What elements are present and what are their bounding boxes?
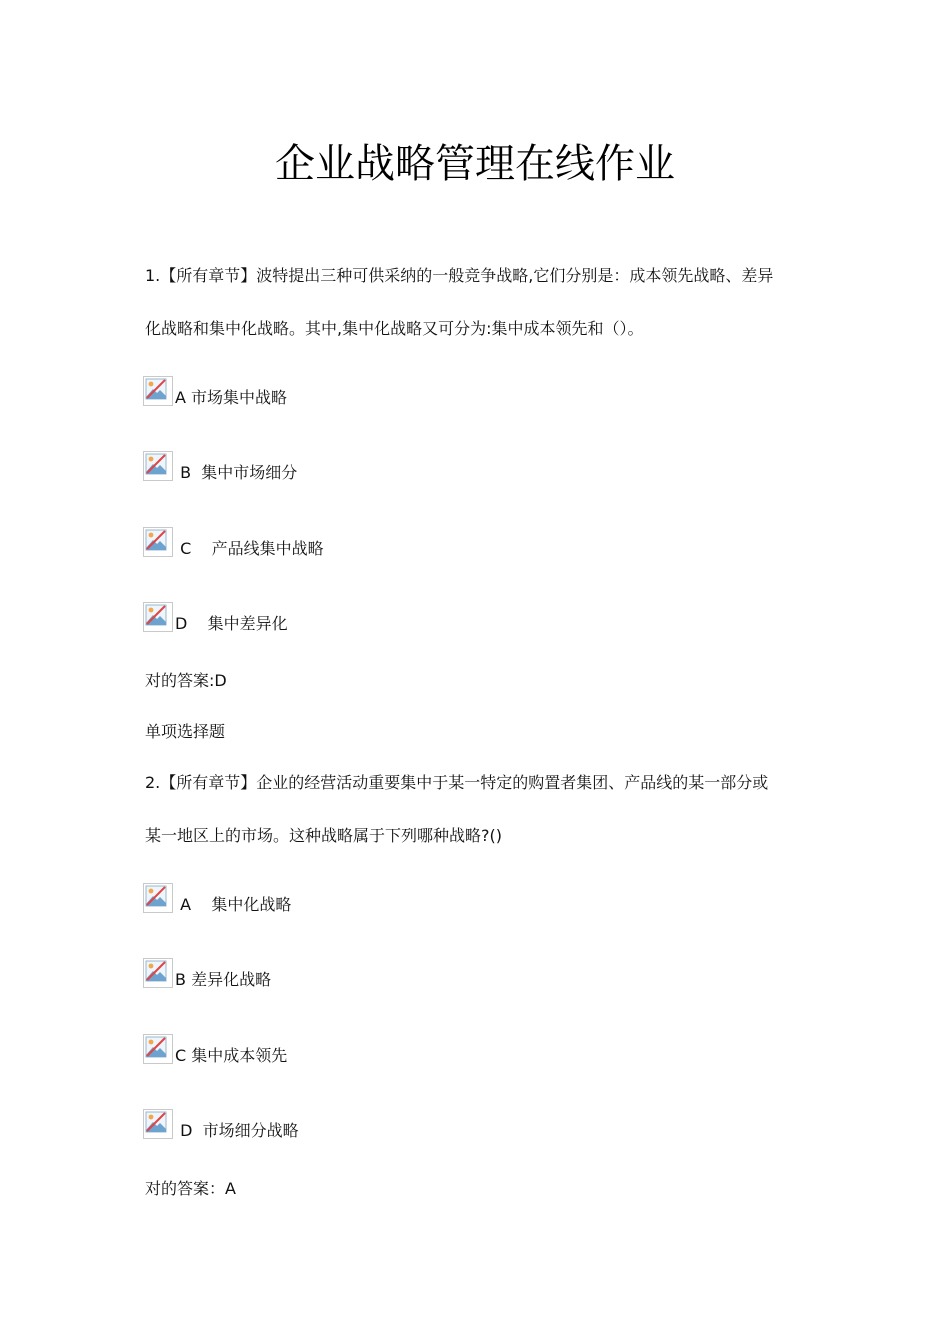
option-label: C 产品线集中战略 — [175, 539, 324, 558]
option-label: B 差异化战略 — [175, 970, 272, 989]
question-1-option-a — [143, 374, 287, 406]
question-2-option-b — [143, 956, 271, 988]
broken-image-icon — [143, 883, 173, 913]
broken-image-icon — [143, 602, 173, 632]
option-label: D 市场细分战略 — [175, 1121, 299, 1140]
option-label: A 市场集中战略 — [175, 388, 288, 407]
broken-image-icon — [143, 527, 173, 557]
option-label: B 集中市场细分 — [175, 463, 298, 482]
page-title: 企业战略管理在线作业 — [275, 141, 675, 187]
broken-image-icon — [143, 376, 173, 406]
question-1-option-b — [143, 449, 297, 481]
question-2-option-d — [143, 1107, 299, 1139]
option-label: C 集中成本领先 — [175, 1046, 288, 1065]
question-1-stem-line-2: 化战略和集中化战略。其中,集中化战略又可分为:集中成本领先和（）。 — [145, 319, 644, 338]
question-2-stem-line-2: 某一地区上的市场。这种战略属于下列哪种战略?() — [145, 826, 502, 845]
question-type-label: 单项选择题 — [145, 722, 226, 741]
question-1-answer: 对的答案:D — [145, 671, 227, 690]
question-1-option-d — [143, 600, 288, 632]
question-1-stem-line-1: 1.【所有章节】波特提出三种可供采纳的一般竞争战略,它们分别是：成本领先战略、差异 — [145, 266, 774, 285]
broken-image-icon — [143, 451, 173, 481]
question-2-stem-line-1: 2.【所有章节】企业的经营活动重要集中于某一特定的购置者集团、产品线的某一部分或 — [145, 773, 769, 792]
question-2-option-a — [143, 881, 291, 913]
broken-image-icon — [143, 1034, 173, 1064]
broken-image-icon — [143, 1109, 173, 1139]
option-label: D 集中差异化 — [175, 614, 288, 633]
question-1-option-c — [143, 525, 324, 557]
option-label: A 集中化战略 — [175, 895, 292, 914]
broken-image-icon — [143, 958, 173, 988]
question-2-option-c — [143, 1032, 287, 1064]
question-2-answer: 对的答案：A — [145, 1179, 236, 1198]
